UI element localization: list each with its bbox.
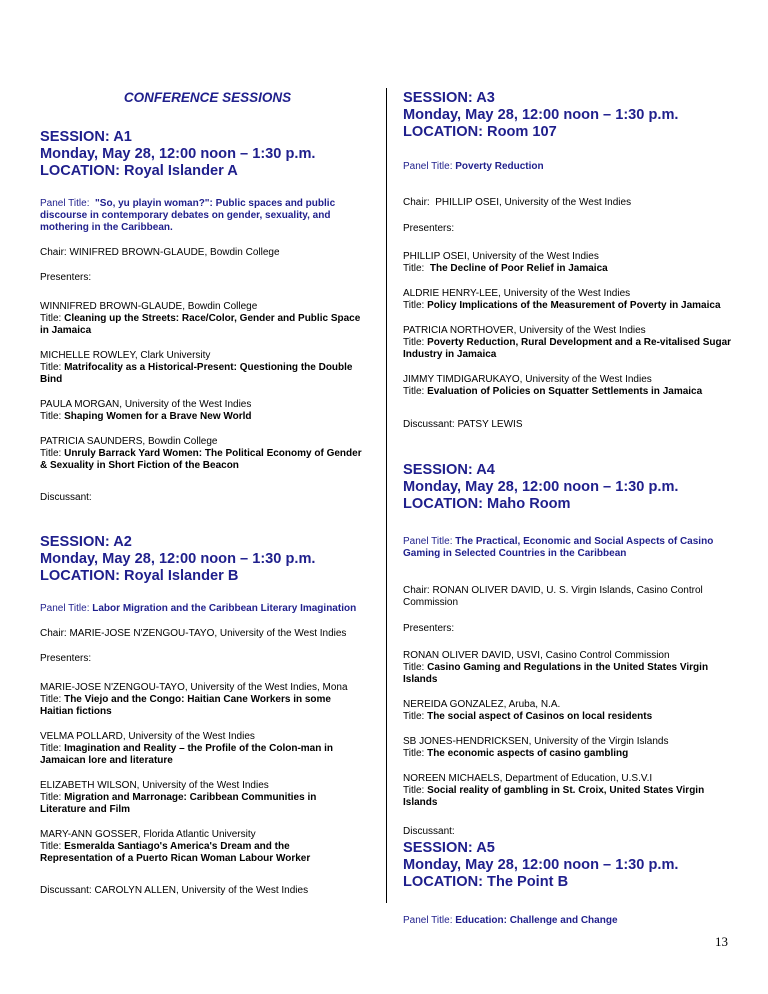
- session-a1: [40, 129, 365, 504]
- presenter-name: PAULA MORGAN, University of the West Indies: [40, 399, 252, 410]
- session-time: Monday, May 28, 12:00 noon – 1:30 p.m.: [403, 479, 679, 495]
- presenter-title: Title: Esmeralda Santiago's America's Dream and the Representation of a Puerto Rican Woman Labour Worker: [40, 841, 311, 864]
- panel-title: Panel Title: The Practical, Economic and Social Aspects of Casino Gaming in Selected Countries in the Caribbean: [403, 536, 714, 559]
- presenter: [403, 773, 738, 809]
- presenter: [403, 325, 738, 361]
- presenter-title: Title: Shaping Women for a Brave New World: [40, 411, 252, 422]
- presenter-name: WINNIFRED BROWN-GLAUDE, Bowdin College: [40, 301, 258, 312]
- presenter-name: RONAN OLIVER DAVID, USVI, Casino Control Commission: [403, 650, 670, 661]
- presenter: [40, 731, 365, 767]
- presenter: [403, 699, 738, 723]
- left-column: [40, 90, 365, 897]
- presenter-title: Title: Imagination and Reality – the Profile of the Colon-man in Jamaican lore and literature: [40, 743, 334, 766]
- presenter: [40, 780, 365, 816]
- session-name: SESSION: A1: [40, 129, 132, 145]
- presenter-title: Title: Policy Implications of the Measurement of Poverty in Jamaica: [403, 300, 721, 311]
- session-a2: [40, 534, 365, 897]
- presenters-label: Presenters:: [403, 623, 455, 634]
- presenter: [40, 436, 365, 472]
- presenter-name: MARIE-JOSE N'ZENGOU-TAYO, University of the West Indies, Mona: [40, 682, 348, 693]
- session-name: SESSION: A5: [403, 840, 495, 856]
- panel-title: Panel Title: Labor Migration and the Caribbean Literary Imagination: [40, 603, 357, 614]
- discussant: Discussant:: [403, 826, 455, 837]
- presenter-title: Title: The social aspect of Casinos on local residents: [403, 711, 653, 722]
- panel-title: Panel Title: "So, yu playin woman?": Public spaces and public discourse in contemporary debates on gender, sexuality, and mothering in the Caribbean.: [40, 198, 336, 233]
- session-time: Monday, May 28, 12:00 noon – 1:30 p.m.: [40, 551, 316, 567]
- presenter: [40, 399, 365, 423]
- presenter: [403, 288, 738, 312]
- session-name: SESSION: A4: [403, 462, 495, 478]
- presenter: [40, 350, 365, 386]
- presenter-name: MICHELLE ROWLEY, Clark University: [40, 350, 211, 361]
- session-time: Monday, May 28, 12:00 noon – 1:30 p.m.: [403, 107, 679, 123]
- session-time: Monday, May 28, 12:00 noon – 1:30 p.m.: [403, 857, 679, 873]
- session-location: LOCATION: The Point B: [403, 874, 569, 890]
- session-location: LOCATION: Maho Room: [403, 496, 571, 512]
- presenter-title: Title: Migration and Marronage: Caribbean Communities in Literature and Film: [40, 792, 317, 815]
- presenter-name: MARY-ANN GOSSER, Florida Atlantic University: [40, 829, 256, 840]
- presenters-label: Presenters:: [40, 272, 92, 283]
- presenter-title: Title: Poverty Reduction, Rural Development and a Re-vitalised Sugar Industry in Jamaica: [403, 337, 732, 360]
- presenter-name: VELMA POLLARD, University of the West Indies: [40, 731, 255, 742]
- presenter: [40, 301, 365, 337]
- presenters-label: Presenters:: [403, 223, 455, 234]
- presenters-label: Presenters:: [40, 653, 92, 664]
- presenter-name: ELIZABETH WILSON, University of the West Indies: [40, 780, 269, 791]
- discussant: Discussant: PATSY LEWIS: [403, 419, 523, 430]
- column-divider: [386, 88, 387, 903]
- chair: Chair: MARIE-JOSE N'ZENGOU-TAYO, University of the West Indies: [40, 628, 347, 639]
- presenter: [40, 682, 365, 718]
- presenter-name: PATRICIA NORTHOVER, University of the West Indies: [403, 325, 646, 336]
- session-location: LOCATION: Royal Islander A: [40, 163, 238, 179]
- page-heading: CONFERENCE SESSIONS: [123, 90, 292, 105]
- presenter-title: Title: The economic aspects of casino gambling: [403, 748, 629, 759]
- presenter-name: ALDRIE HENRY-LEE, University of the West Indies: [403, 288, 631, 299]
- right-column: [403, 90, 738, 927]
- presenter-name: PATRICIA SAUNDERS, Bowdin College: [40, 436, 218, 447]
- discussant: Discussant:: [40, 492, 92, 503]
- presenter-name: NEREIDA GONZALEZ, Aruba, N.A.: [403, 699, 561, 710]
- session-name: SESSION: A2: [40, 534, 132, 550]
- presenter: [403, 650, 738, 686]
- chair: Chair: RONAN OLIVER DAVID, U. S. Virgin Islands, Casino Control Commission: [403, 585, 703, 608]
- panel-title: Panel Title: Education: Challenge and Change: [403, 915, 618, 926]
- presenter-title: Title: Social reality of gambling in St. Croix, United States Virgin Islands: [403, 785, 705, 808]
- presenter-name: NOREEN MICHAELS, Department of Education, U.S.V.I: [403, 773, 653, 784]
- presenter-title: Title: The Decline of Poor Relief in Jamaica: [403, 263, 608, 274]
- session-a3: [403, 90, 738, 431]
- chair: Chair: WINIFRED BROWN-GLAUDE, Bowdin College: [40, 247, 280, 258]
- presenter: [403, 251, 738, 275]
- presenter-name: SB JONES-HENDRICKSEN, University of the Virgin Islands: [403, 736, 669, 747]
- session-name: SESSION: A3: [403, 90, 495, 106]
- presenter-title: Title: Unruly Barrack Yard Women: The Political Economy of Gender & Sexuality in Short Fiction of the Beacon: [40, 448, 362, 471]
- session-a4: [403, 462, 738, 838]
- presenter-title: Title: Cleaning up the Streets: Race/Color, Gender and Public Space in Jamaica: [40, 313, 361, 336]
- session-time: Monday, May 28, 12:00 noon – 1:30 p.m.: [40, 146, 316, 162]
- presenter-name: JIMMY TIMDIGARUKAYO, University of the West Indies: [403, 374, 652, 385]
- session-a5: [403, 840, 738, 927]
- panel-title: Panel Title: Poverty Reduction: [403, 161, 544, 172]
- presenter-name: PHILLIP OSEI, University of the West Indies: [403, 251, 599, 262]
- presenter: [40, 829, 365, 865]
- discussant: Discussant: CAROLYN ALLEN, University of the West Indies: [40, 885, 309, 896]
- presenter: [403, 736, 738, 760]
- presenter-title: Title: Evaluation of Policies on Squatter Settlements in Jamaica: [403, 386, 703, 397]
- presenter-title: Title: Matrifocality as a Historical-Present: Questioning the Double Bind: [40, 362, 353, 385]
- page-number: 13: [715, 934, 728, 949]
- presenter-title: Title: Casino Gaming and Regulations in the United States Virgin Islands: [403, 662, 709, 685]
- presenter: [403, 374, 738, 398]
- chair: Chair: PHILLIP OSEI, University of the West Indies: [403, 197, 632, 208]
- presenter-title: Title: The Viejo and the Congo: Haitian Cane Workers in some Haitian fictions: [40, 694, 331, 717]
- session-location: LOCATION: Royal Islander B: [40, 568, 239, 584]
- session-location: LOCATION: Room 107: [403, 124, 557, 140]
